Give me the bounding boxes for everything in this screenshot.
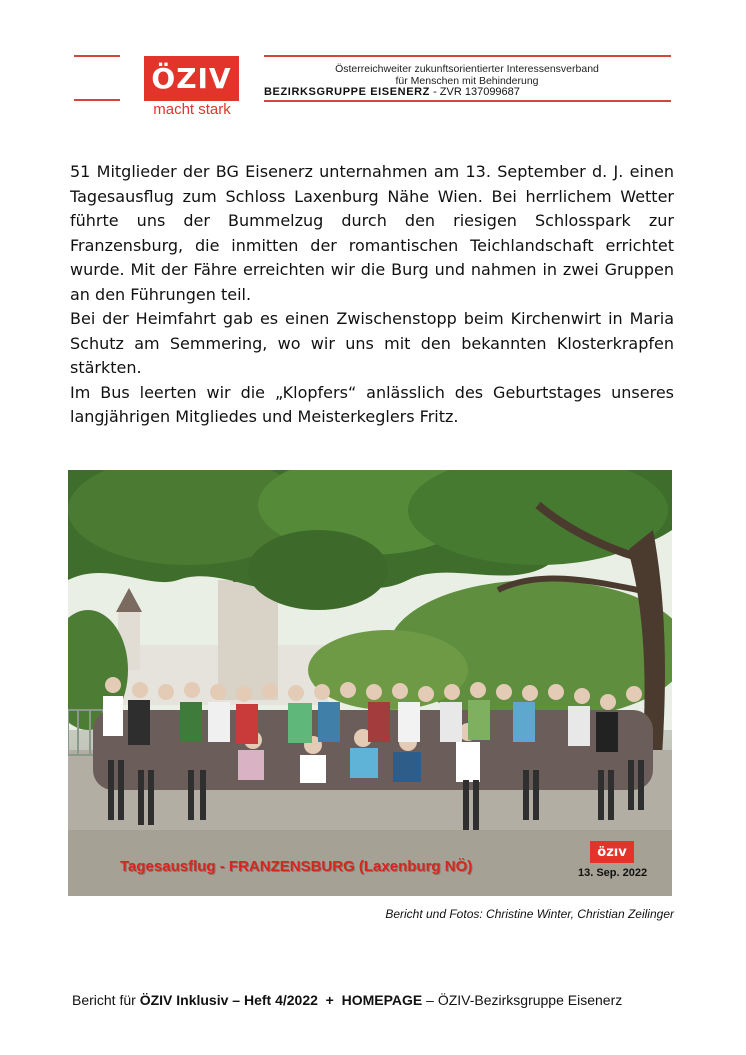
logo-tagline: macht stark [153,101,231,118]
group-photo-illustration [68,470,672,896]
footer-plus: + [317,992,342,1008]
photo-logo: özıv [590,841,634,863]
footer [72,992,622,1008]
footer-suffix: – ÖZIV-Bezirksgruppe Eisenerz [422,992,623,1008]
article-paragraph-2: Bei der Heimfahrt gab es einen Zwischenstopp beim Kirchenwirt in Maria Schutz am Semmering, wo wir uns mit den bekannten Klosterkrapfen stärkten. [70,309,674,377]
article-paragraph-1: 51 Mitglieder der BG Eisenerz unternahmen am 13. September d. J. einen Tagesausflug zum Schloss Laxenburg Nähe Wien. Bei herrlichem Wetter führte uns der Bummelzug durch den riesigen Schlosspark zur Franzensburg, die inmitten der romantischen Teichlandschaft errichtet wurde. Mit der Fähre erreichten wir die Burg und nahmen in zwei Gruppen an den Führungen teil. [70,162,674,304]
header-rule-right-top [264,55,671,57]
org-description-line2: für Menschen mit Behinderung [395,75,539,87]
header-rule-left-top [74,55,120,57]
footer-prefix: Bericht für [72,992,140,1008]
group-photo [68,470,672,896]
header-rule-right-bottom [264,100,671,102]
org-group-line [264,86,670,98]
group-zvr: - ZVR 137099687 [430,86,520,98]
photo-caption: Tagesausflug - FRANZENSBURG (Laxenburg NÖ) [120,858,473,875]
article-paragraph-3: Im Bus leerten wir die „Klopfers“ anlässlich des Geburtstages unseres langjährigen Mitgliedes und Meisterkeglers Fritz. [70,382,674,426]
footer-homepage: HOMEPAGE [341,992,423,1008]
article-body [70,160,674,430]
oeziv-logo: ÖZIV [144,56,239,101]
org-description-line1: Österreichweiter zukunftsorientierter Interessensverband [335,63,599,75]
footer-magazine: ÖZIV Inklusiv – Heft 4/2022 [139,992,318,1008]
header-rule-left-bottom [74,99,120,101]
group-name: BEZIRKSGRUPPE EISENERZ [264,86,431,98]
photo-credit: Bericht und Fotos: Christine Winter, Christian Zeilinger [385,907,674,921]
photo-date: 13. Sep. 2022 [578,867,648,879]
